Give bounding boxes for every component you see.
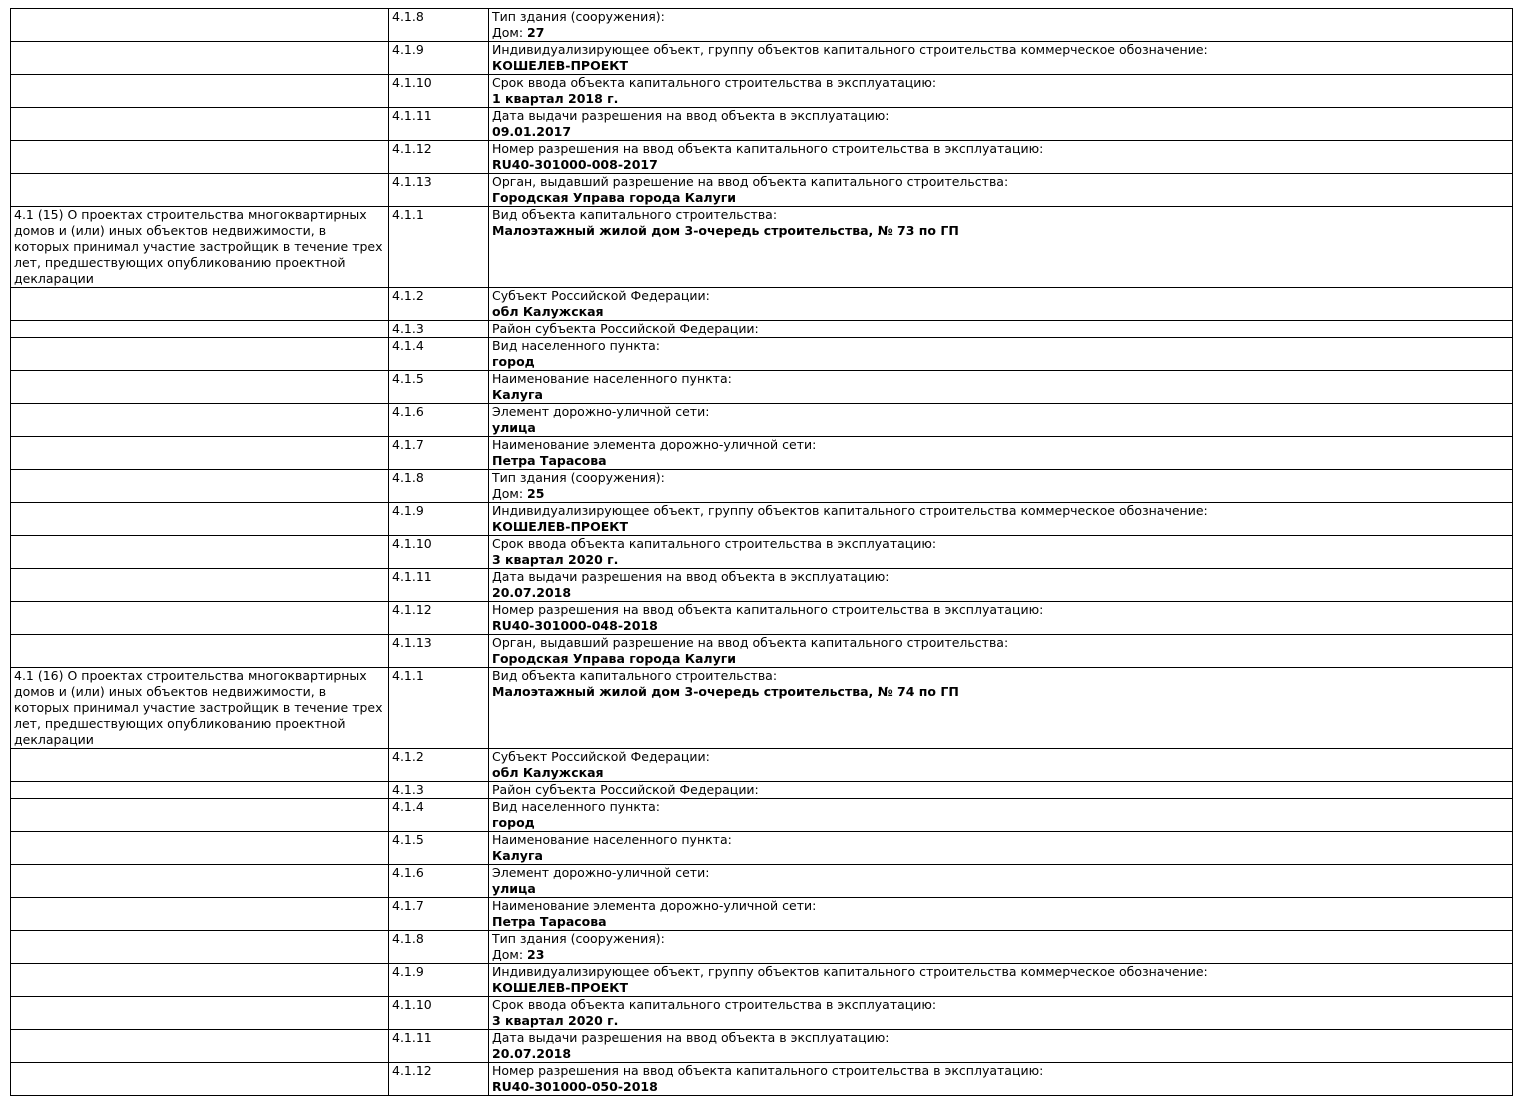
field-value-prefix: Дом: [492,486,528,501]
field-cell [489,799,1513,832]
field-value-line [492,453,1509,469]
field-value-line [492,124,1509,140]
table-row [11,1030,1513,1063]
field-cell [489,602,1513,635]
field-value-line [492,765,1509,781]
field-value-line [492,486,1509,502]
field-value-line [492,25,1509,41]
table-row [11,569,1513,602]
field-label: Срок ввода объекта капитального строительства в эксплуатацию: [492,997,937,1012]
field-cell [489,865,1513,898]
field-value: Петра Тарасова [492,914,607,929]
field-cell [489,470,1513,503]
field-label: Наименование элемента дорожно-уличной сети: [492,437,817,452]
table-row [11,338,1513,371]
row-number-cell: 4.1.10 [389,997,489,1030]
field-value-line [492,91,1509,107]
declaration-table [10,8,1513,1096]
field-label: Вид объекта капитального строительства: [492,668,778,683]
field-label: Срок ввода объекта капитального строительства в эксплуатацию: [492,536,937,551]
field-value: 3 квартал 2020 г. [492,552,619,567]
field-value: Городская Управа города Калуги [492,651,737,666]
field-value: 25 [527,486,545,501]
field-value: Калуга [492,848,543,863]
field-cell [489,997,1513,1030]
field-value: RU40-301000-008-2017 [492,157,658,172]
field-cell [489,404,1513,437]
row-number-cell: 4.1.10 [389,75,489,108]
table-row [11,141,1513,174]
section-empty-cell [11,1030,389,1063]
field-cell [489,174,1513,207]
section-empty-cell [11,931,389,964]
table-row [11,832,1513,865]
field-value-line [492,223,1509,239]
field-label: Орган, выдавший разрешение на ввод объекта капитального строительства: [492,174,1009,189]
field-label: Элемент дорожно-уличной сети: [492,865,710,880]
row-number-cell: 4.1.10 [389,536,489,569]
field-cell [489,898,1513,931]
table-row [11,799,1513,832]
field-cell [489,42,1513,75]
row-number-cell: 4.1.9 [389,42,489,75]
field-value: КОШЕЛЕВ-ПРОЕКТ [492,519,628,534]
section-empty-cell [11,898,389,931]
section-empty-cell [11,1063,389,1096]
field-value: Городская Управа города Калуги [492,190,737,205]
field-value-line [492,947,1509,963]
row-number-cell: 4.1.11 [389,1030,489,1063]
field-value-line [492,519,1509,535]
field-label: Тип здания (сооружения): [492,9,665,24]
field-value-line [492,1046,1509,1062]
field-cell [489,1030,1513,1063]
field-label: Тип здания (сооружения): [492,470,665,485]
field-cell [489,749,1513,782]
table-row [11,470,1513,503]
field-value-line [492,1079,1509,1095]
table-row [11,997,1513,1030]
section-empty-cell [11,174,389,207]
section-header-cell: 4.1 (16) О проектах строительства многоквартирных домов и (или) иных объектов недвижимости, в которых принимал участие застройщик в течение трех лет, предшествующих опубликованию проектной декларации [11,668,389,749]
section-empty-cell [11,9,389,42]
section-empty-cell [11,470,389,503]
field-value: КОШЕЛЕВ-ПРОЕКТ [492,980,628,995]
field-label: Вид населенного пункта: [492,799,661,814]
field-value: улица [492,881,536,896]
row-number-cell: 4.1.11 [389,108,489,141]
field-value: 23 [527,947,545,962]
field-value-line [492,881,1509,897]
field-value-line [492,684,1509,700]
field-cell [489,321,1513,338]
section-empty-cell [11,997,389,1030]
section-empty-cell [11,321,389,338]
field-label: Вид объекта капитального строительства: [492,207,778,222]
field-label: Номер разрешения на ввод объекта капитального строительства в эксплуатацию: [492,602,1044,617]
field-value: 20.07.2018 [492,585,572,600]
row-number-cell: 4.1.1 [389,668,489,749]
row-number-cell: 4.1.11 [389,569,489,602]
field-cell [489,782,1513,799]
section-empty-cell [11,141,389,174]
table-body [11,9,1513,1096]
field-cell [489,207,1513,288]
row-number-cell: 4.1.12 [389,1063,489,1096]
field-value-line [492,914,1509,930]
section-empty-cell [11,75,389,108]
field-value-line [492,420,1509,436]
field-value: Малоэтажный жилой дом 3-очередь строительства, № 73 по ГП [492,223,959,238]
field-label: Наименование элемента дорожно-уличной сети: [492,898,817,913]
field-value-line [492,58,1509,74]
row-number-cell: 4.1.2 [389,749,489,782]
table-row [11,865,1513,898]
field-value: город [492,815,535,830]
section-empty-cell [11,964,389,997]
section-empty-cell [11,42,389,75]
table-row [11,321,1513,338]
section-empty-cell [11,536,389,569]
field-cell [489,569,1513,602]
field-value: обл Калужская [492,304,604,319]
section-empty-cell [11,799,389,832]
field-label: Район субъекта Российской Федерации: [492,782,759,797]
field-value-prefix: Дом: [492,947,528,962]
section-header-cell: 4.1 (15) О проектах строительства многоквартирных домов и (или) иных объектов недвижимости, в которых принимал участие застройщик в течение трех лет, предшествующих опубликованию проектной декларации [11,207,389,288]
field-label: Индивидуализирующее объект, группу объектов капитального строительства коммерческое обозначение: [492,503,1208,518]
field-value: 3 квартал 2020 г. [492,1013,619,1028]
field-cell [489,141,1513,174]
field-label: Наименование населенного пункта: [492,832,732,847]
row-number-cell: 4.1.13 [389,174,489,207]
row-number-cell: 4.1.5 [389,832,489,865]
table-row [11,749,1513,782]
field-value: 20.07.2018 [492,1046,572,1061]
field-value-line [492,980,1509,996]
row-number-cell: 4.1.8 [389,9,489,42]
row-number-cell: 4.1.7 [389,437,489,470]
field-label: Орган, выдавший разрешение на ввод объекта капитального строительства: [492,635,1009,650]
table-row [11,964,1513,997]
field-value-line [492,1013,1509,1029]
table-row [11,782,1513,799]
field-value: обл Калужская [492,765,604,780]
row-number-cell: 4.1.1 [389,207,489,288]
field-value: 27 [527,25,545,40]
table-row [11,503,1513,536]
table-row [11,288,1513,321]
table-row [11,668,1513,749]
section-empty-cell [11,602,389,635]
table-row [11,174,1513,207]
row-number-cell: 4.1.4 [389,338,489,371]
table-row [11,108,1513,141]
table-row [11,42,1513,75]
table-row [11,931,1513,964]
row-number-cell: 4.1.3 [389,321,489,338]
field-value-line [492,815,1509,831]
field-label: Вид населенного пункта: [492,338,661,353]
field-label: Наименование населенного пункта: [492,371,732,386]
field-label: Субъект Российской Федерации: [492,288,710,303]
field-value: Петра Тарасова [492,453,607,468]
table-row [11,9,1513,42]
field-label: Субъект Российской Федерации: [492,749,710,764]
row-number-cell: 4.1.8 [389,470,489,503]
table-row [11,207,1513,288]
field-value: Калуга [492,387,543,402]
field-label: Дата выдачи разрешения на ввод объекта в эксплуатацию: [492,569,890,584]
row-number-cell: 4.1.9 [389,964,489,997]
field-value: улица [492,420,536,435]
field-label: Индивидуализирующее объект, группу объектов капитального строительства коммерческое обозначение: [492,42,1208,57]
row-number-cell: 4.1.9 [389,503,489,536]
field-value-prefix: Дом: [492,25,528,40]
section-empty-cell [11,832,389,865]
table-row [11,1063,1513,1096]
field-label: Срок ввода объекта капитального строительства в эксплуатацию: [492,75,937,90]
field-cell [489,964,1513,997]
section-empty-cell [11,404,389,437]
row-number-cell: 4.1.4 [389,799,489,832]
section-empty-cell [11,503,389,536]
section-empty-cell [11,338,389,371]
field-cell [489,108,1513,141]
row-number-cell: 4.1.13 [389,635,489,668]
field-value-line [492,618,1509,634]
field-value-line [492,552,1509,568]
field-cell [489,635,1513,668]
row-number-cell: 4.1.3 [389,782,489,799]
section-empty-cell [11,437,389,470]
field-cell [489,9,1513,42]
field-cell [489,668,1513,749]
field-label: Номер разрешения на ввод объекта капитального строительства в эксплуатацию: [492,1063,1044,1078]
field-cell [489,1063,1513,1096]
field-label: Индивидуализирующее объект, группу объектов капитального строительства коммерческое обозначение: [492,964,1208,979]
row-number-cell: 4.1.12 [389,602,489,635]
section-empty-cell [11,865,389,898]
field-value: 09.01.2017 [492,124,572,139]
field-value: КОШЕЛЕВ-ПРОЕКТ [492,58,628,73]
field-label: Элемент дорожно-уличной сети: [492,404,710,419]
field-value: Малоэтажный жилой дом 3-очередь строительства, № 74 по ГП [492,684,959,699]
field-label: Дата выдачи разрешения на ввод объекта в эксплуатацию: [492,108,890,123]
table-row [11,602,1513,635]
section-empty-cell [11,108,389,141]
row-number-cell: 4.1.12 [389,141,489,174]
table-row [11,371,1513,404]
row-number-cell: 4.1.5 [389,371,489,404]
field-value: 1 квартал 2018 г. [492,91,619,106]
field-value-line [492,848,1509,864]
field-cell [489,75,1513,108]
row-number-cell: 4.1.2 [389,288,489,321]
section-empty-cell [11,782,389,799]
field-cell [489,437,1513,470]
field-value-line [492,585,1509,601]
table-row [11,437,1513,470]
table-row [11,75,1513,108]
table-row [11,404,1513,437]
field-value-line [492,190,1509,206]
row-number-cell: 4.1.7 [389,898,489,931]
table-row [11,898,1513,931]
section-empty-cell [11,569,389,602]
field-cell [489,338,1513,371]
field-cell [489,931,1513,964]
field-label: Тип здания (сооружения): [492,931,665,946]
field-value: RU40-301000-050-2018 [492,1079,658,1094]
section-empty-cell [11,749,389,782]
row-number-cell: 4.1.6 [389,865,489,898]
section-empty-cell [11,371,389,404]
field-cell [489,503,1513,536]
field-value-line [492,354,1509,370]
table-row [11,536,1513,569]
table-row [11,635,1513,668]
section-empty-cell [11,635,389,668]
field-value-line [492,304,1509,320]
field-value-line [492,651,1509,667]
field-cell [489,832,1513,865]
field-value: RU40-301000-048-2018 [492,618,658,633]
field-value: город [492,354,535,369]
field-value-line [492,387,1509,403]
field-cell [489,371,1513,404]
row-number-cell: 4.1.8 [389,931,489,964]
field-label: Район субъекта Российской Федерации: [492,321,759,336]
field-label: Номер разрешения на ввод объекта капитального строительства в эксплуатацию: [492,141,1044,156]
field-cell [489,536,1513,569]
row-number-cell: 4.1.6 [389,404,489,437]
field-label: Дата выдачи разрешения на ввод объекта в эксплуатацию: [492,1030,890,1045]
section-empty-cell [11,288,389,321]
field-value-line [492,157,1509,173]
field-cell [489,288,1513,321]
